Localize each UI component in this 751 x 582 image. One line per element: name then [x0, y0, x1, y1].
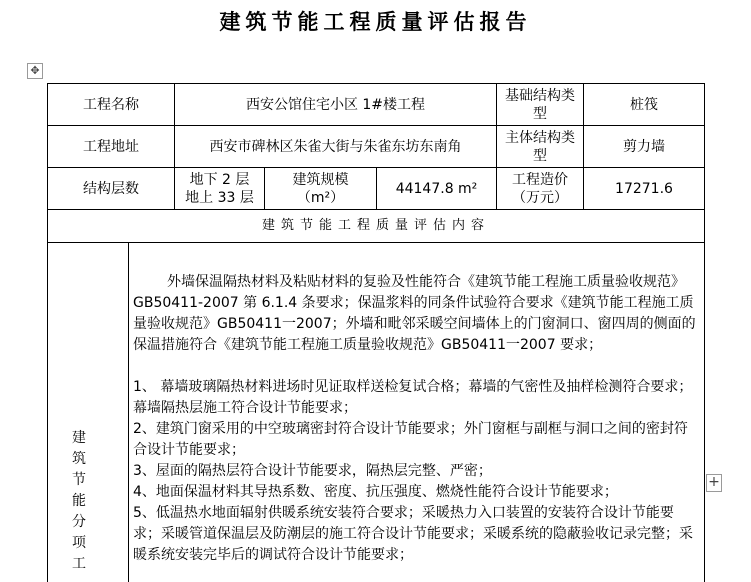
structure-type-label: 主体结构类型	[496, 125, 584, 168]
evaluation-content	[128, 242, 705, 582]
project-cost-label: 工程造价（万元）	[496, 167, 584, 210]
floors-above: 地上 33 层	[185, 189, 254, 206]
floors-label: 结构层数	[47, 167, 175, 210]
project-name-label: 工程名称	[47, 83, 175, 126]
add-row-icon[interactable]: +	[706, 474, 722, 492]
side-label: 建筑节能分项工	[72, 430, 86, 572]
floors-below: 地下 2 层	[189, 171, 250, 188]
list-item: 2、建筑门窗采用的中空玻璃密封符合设计节能要求；外门窗框与副框与洞口之间的密封符合设计节能要求；	[133, 421, 688, 458]
intro-paragraph: 外墙保温隔热材料及粘贴材料的复验及性能符合《建筑节能工程施工质量验收规范》GB50411-2007 第 6.1.4 条要求；保温浆料的同条件试验符合要求《建筑节能工程施工质量验收规范》GB50411一2007；外墙和毗邻采暖空间墙体上的门窗洞口、窗四周的侧面的保温措施符合《建筑节能工程施工质量验收规范》GB50411一2007 要求；	[133, 274, 696, 353]
list-item: 4、地面保温材料其导热系数、密度、抗压强度、燃烧性能符合设计节能要求；	[133, 484, 618, 500]
list-item: 3、屋面的隔热层符合设计节能要求，隔热层完整、严密；	[133, 463, 492, 479]
page-title: 建筑节能工程质量评估报告	[219, 10, 532, 34]
project-name-value: 西安公馆住宅小区 1#楼工程	[174, 83, 497, 126]
floors-value	[174, 167, 265, 210]
project-address-value: 西安市碑林区朱雀大街与朱雀东坊东南角	[174, 125, 497, 168]
foundation-type-label: 基础结构类型	[496, 83, 584, 126]
project-address-label: 工程地址	[47, 125, 175, 168]
table-move-handle-icon[interactable]: ✥	[27, 63, 43, 79]
building-scale-label: 建筑规模（m²）	[264, 167, 377, 210]
building-scale-value: 44147.8 m²	[376, 167, 497, 210]
foundation-type-value: 桩筏	[583, 83, 705, 126]
section-header: 建筑节能工程质量评估内容	[47, 209, 705, 243]
side-label-cell	[47, 242, 129, 582]
structure-type-value: 剪力墙	[583, 125, 705, 168]
list-item: 5、低温热水地面辐射供暖系统安装符合要求；采暖热力入口装置的安装符合设计节能要求；采暖管道保温层及防潮层的施工符合设计节能要求；采暖系统的隐蔽验收记录完整；采暖系统安装完毕后的调试符合设计节能要求；	[133, 505, 693, 563]
list-item: 1、 幕墙玻璃隔热材料进场时见证取样送检复试合格；幕墙的气密性及抽样检测符合要求；幕墙隔热层施工符合设计节能要求；	[133, 379, 693, 416]
project-cost-value: 17271.6	[583, 167, 705, 210]
